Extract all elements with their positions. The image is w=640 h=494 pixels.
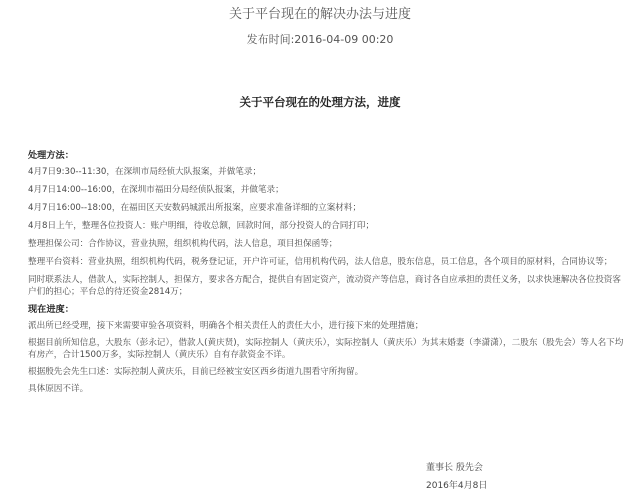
- signature: 董事长 殷先会: [426, 463, 483, 473]
- article-title: 关于平台现在的解决办法与进度: [228, 7, 411, 22]
- method-item: 同时联系法人，借款人，实际控制人，担保方，要求各方配合，提供自有固定资产，流动资产等信息，商讨各自应承担的责任义务，以求快速解决各位投资客户们的担心；平台总的待还资金2814万；: [28, 275, 621, 297]
- progress-item: 根据目前所知信息，大股东（彭永记），借款人(黄庆贤)，实际控制人（黄庆乐），实际控制人（黄庆乐）为其末婚妻（李潇潇），二股东（股先会）等人名下均有房产，合计1500万多，实际控制人（黄庆乐）自有存款资金不详。: [28, 338, 624, 360]
- method-item: 4月7日16:00--18:00，在福田区天安数码城派出所报案，应要求准备详细的立案材料；: [28, 203, 362, 213]
- method-item: 整理平台资料：营业执照，组织机构代码，税务登记证，开户许可证，信用机构代码，法人信息，股东信息，员工信息，各个项目的原材料，合同协议等；: [28, 257, 613, 267]
- method-item: 4月7日14:00--16:00，在深圳市福田分局经侦队报案，并做笔录；: [28, 185, 284, 195]
- method-item: 4月7日9:30--11:30，在深圳市局经侦大队报案，并做笔录；: [28, 167, 262, 177]
- progress-heading: 现在进度：: [28, 304, 74, 315]
- method-item: 整理担保公司：合作协议，营业执照，组织机构代码，法人信息，项目担保函等；: [28, 239, 338, 249]
- signature-date: 2016年4月8日: [426, 481, 488, 491]
- progress-item: 根据殷先会先生口述：实际控制人黄庆乐，目前已经被宝安区西乡街道九围看守所拘留。: [28, 367, 364, 377]
- article-body: [28, 150, 628, 400]
- article-subtitle: 关于平台现在的处理方法，进度: [239, 95, 401, 109]
- methods-heading: 处理方法：: [28, 150, 74, 161]
- method-item: 4月8日上午，整理各位投资人：账户明细，待收总额，回款时间，部分投资人的合同打印；: [28, 221, 375, 231]
- progress-item: 具体原因不详。: [28, 384, 89, 394]
- progress-item: 派出所已经受理，接下来需要审验各项资料，明确各个相关责任人的责任大小，进行接下来的处理措施；: [28, 321, 424, 331]
- publish-time: 发布时间:2016-04-09 00:20: [246, 33, 394, 46]
